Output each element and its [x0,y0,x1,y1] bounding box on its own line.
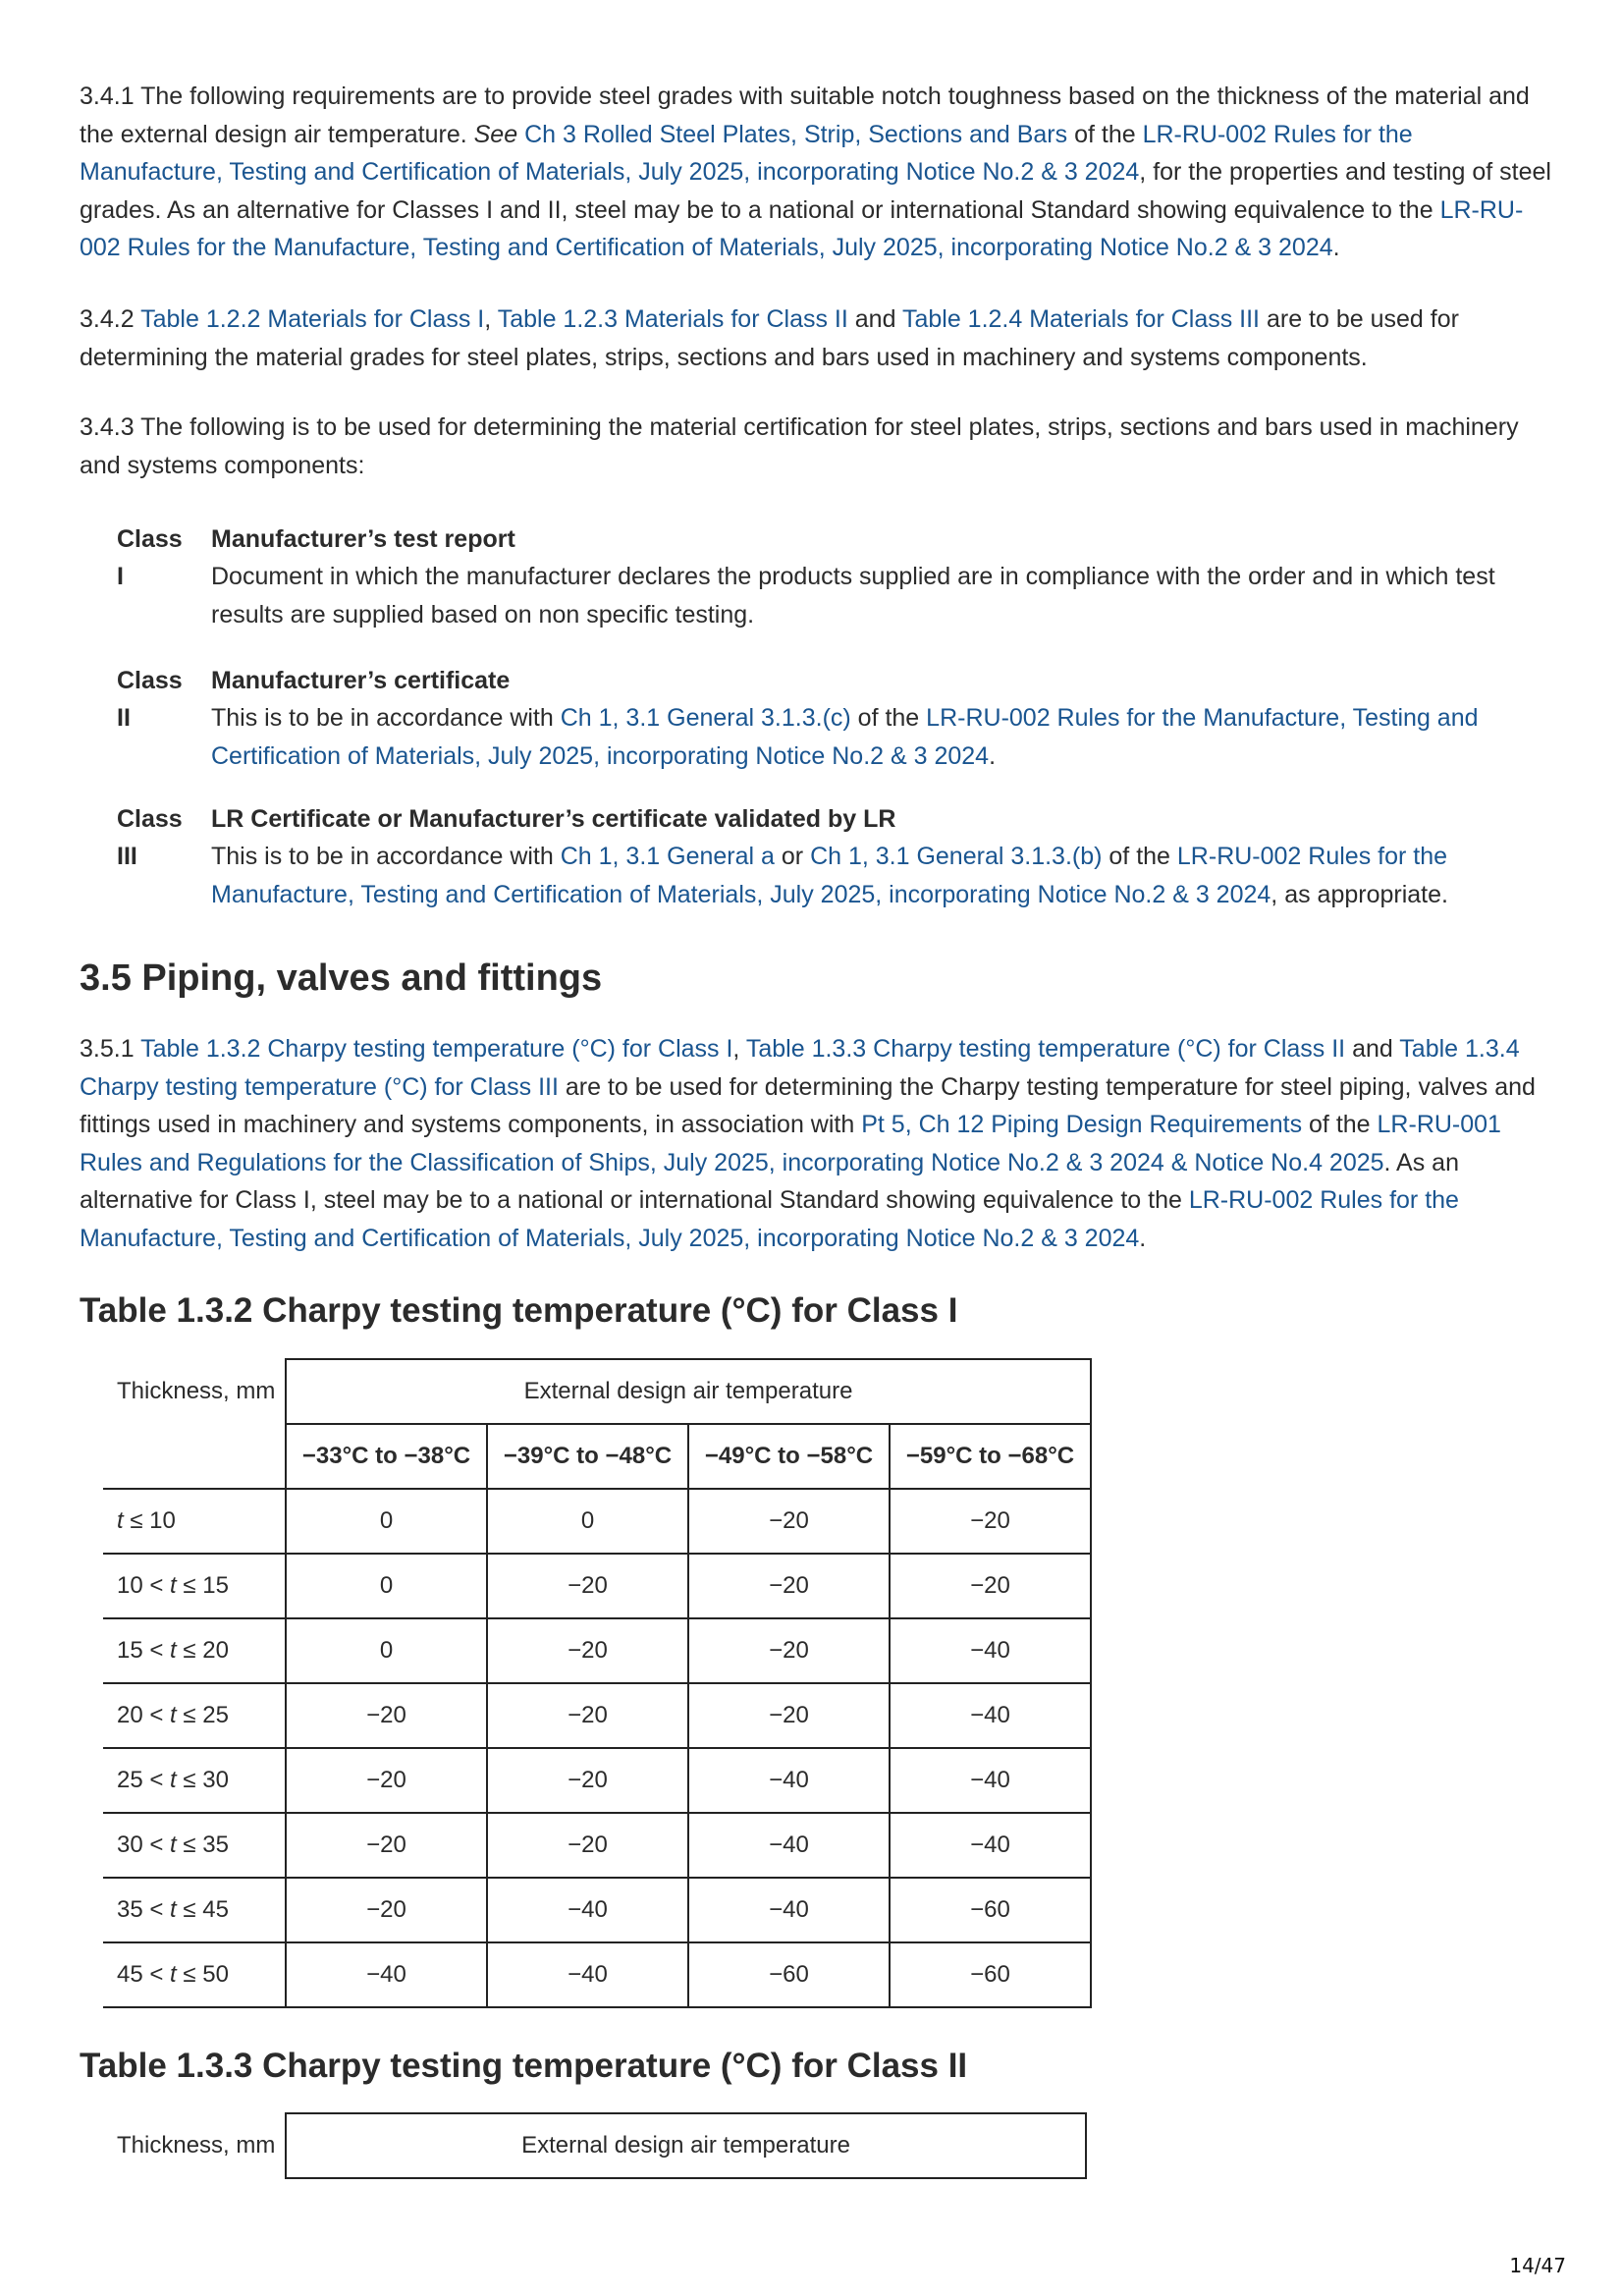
temperature-cell: −20 [890,1489,1091,1554]
table-row [103,1554,1091,1618]
text: of the [850,704,927,732]
temperature-cell: 0 [286,1489,487,1554]
temperature-cell: −60 [890,1878,1091,1942]
range-suffix: ≤ 15 [176,1572,229,1599]
temperature-cell: −20 [286,1748,487,1813]
text: of the [1102,843,1177,870]
range-prefix: 15 < [117,1637,171,1664]
header-thickness: Thickness, mm [117,2132,276,2159]
link-lr-ru-002[interactable]: LR-RU-002 Rules for the Manufacture, Testing and Certification of Materials, July 2025, incorporating Notice No.2 & 3 2024 [80,195,1524,261]
temperature-cell: −20 [688,1618,890,1683]
link-ch1-3-1-3-c[interactable]: Ch 1, 3.1 General 3.1.3.(c) [560,704,851,732]
text: 3.5.1 [80,1035,141,1063]
range-suffix: ≤ 30 [176,1767,229,1793]
text: . As an alternative for Class I, steel may be to a national or international Standard showing equivalence to the [80,1148,1459,1214]
text: This is to be in accordance with [211,704,561,732]
thickness-var: t [170,1961,177,1988]
subheader-cell: −49°C to −58°C [688,1424,890,1489]
header-blank [103,1424,286,1489]
link-lr-ru-002[interactable]: LR-RU-002 Rules for the Manufacture, Testing and Certification of Materials, July 2025, incorporating Notice No.2 & 3 2024 [80,120,1413,186]
paragraph-3-4-2 [80,301,1562,376]
paragraph-3-4-1 [80,78,1562,267]
text: of the [1302,1111,1378,1138]
text: , as appropriate. [1271,880,1448,908]
temperature-cell: −20 [286,1813,487,1878]
class-title: LR Certificate or Manufacturer’s certificate validated by LR [211,805,896,833]
range-suffix: ≤ 25 [176,1702,229,1728]
table-1-3-3 [103,2112,1087,2179]
thickness-cell [103,1748,286,1813]
link-lr-ru-002[interactable]: LR-RU-002 Rules for the Manufacture, Testing and Certification of Materials, July 2025, incorporating Notice No.2 & 3 2024 [211,843,1448,908]
range-prefix: 10 < [117,1572,171,1599]
temperature-cell: −20 [487,1683,688,1748]
link-ch3-rolled-steel[interactable]: Ch 3 Rolled Steel Plates, Strip, Sections and Bars [524,120,1068,148]
thickness-cell [103,1878,286,1942]
range-prefix: 35 < [117,1896,171,1923]
header-thickness: Thickness, mm [117,1378,276,1404]
text: . [1332,234,1340,261]
temperature-cell: −20 [487,1554,688,1618]
temperature-cell: −20 [688,1683,890,1748]
link-lr-ru-001[interactable]: LR-RU-001 Rules and Regulations for the Classification of Ships, July 2025, incorporating Notice No.2 & 3 2024 & Notice No.4 2025 [80,1111,1501,1176]
subheader-cell: −33°C to −38°C [286,1424,487,1489]
link-table-1-2-4[interactable]: Table 1.2.4 Materials for Class III [901,305,1261,333]
range-suffix: ≤ 10 [123,1507,176,1534]
text: This is to be in accordance with [211,843,561,870]
temperature-cell: −20 [286,1878,487,1942]
thickness-var: t [170,1572,177,1599]
text: . [1139,1224,1147,1252]
link-table-1-2-3[interactable]: Table 1.2.3 Materials for Class II [497,305,848,333]
table-row [103,1813,1091,1878]
range-prefix: 45 < [117,1961,171,1988]
temperature-cell: −40 [688,1813,890,1878]
thickness-var: t [170,1896,177,1923]
class-label: Class II [117,667,183,732]
temperature-cell: −40 [890,1748,1091,1813]
temperature-cell: −40 [487,1878,688,1942]
thickness-var: t [170,1637,177,1664]
table-subheader-row [103,1424,1091,1489]
page-number: 14/47 [1509,2254,1566,2277]
class-text [211,838,1562,913]
text: 3.4.2 [80,305,141,333]
text: are to be used for determining the Charpy testing temperature for steel piping, valves and fittings used in machinery and systems components, in association with [80,1072,1536,1138]
temperature-cell: −40 [890,1618,1091,1683]
range-suffix: ≤ 45 [176,1896,229,1923]
thickness-cell [103,1489,286,1554]
text: , [732,1035,746,1063]
section-heading-3-5: 3.5 Piping, valves and fittings [80,957,603,999]
range-suffix: ≤ 50 [176,1961,229,1988]
temperature-cell: −40 [890,1683,1091,1748]
temperature-cell: −40 [487,1942,688,2007]
text: and [847,305,902,333]
text: of the [1067,120,1143,148]
thickness-cell [103,1942,286,2007]
temperature-cell: −20 [890,1554,1091,1618]
table-title-1-3-3: Table 1.3.3 Charpy testing temperature (°C) for Class II [80,2047,968,2085]
subheader-cell: −39°C to −48°C [487,1424,688,1489]
header-external-temp: External design air temperature [286,1359,1091,1424]
header-external-temp: External design air temperature [286,2113,1086,2178]
range-suffix: ≤ 20 [176,1637,229,1664]
temperature-cell: −20 [688,1489,890,1554]
thickness-var: t [170,1767,177,1793]
link-table-1-3-3[interactable]: Table 1.3.3 Charpy testing temperature (°C) for Class II [745,1035,1346,1063]
text: or [774,843,811,870]
table-row [103,1683,1091,1748]
temperature-cell: −60 [688,1942,890,2007]
temperature-cell: −20 [487,1813,688,1878]
thickness-cell [103,1683,286,1748]
text: 3.4.1 The following requirements are to provide steel grades with suitable notch toughness based on the thickness of the material and the external design air temperature. [80,82,1530,148]
temperature-cell: −40 [688,1878,890,1942]
link-ch1-3-1-3-b[interactable]: Ch 1, 3.1 General 3.1.3.(b) [810,843,1103,870]
temperature-cell: −20 [688,1554,890,1618]
link-ch1-3-1-a[interactable]: Ch 1, 3.1 General a [560,843,775,870]
table-row [103,1748,1091,1813]
temperature-cell: 0 [487,1489,688,1554]
table-row [103,1942,1091,2007]
temperature-cell: −20 [487,1618,688,1683]
link-lr-ru-002[interactable]: LR-RU-002 Rules for the Manufacture, Testing and Certification of Materials, July 2025, incorporating Notice No.2 & 3 2024 [80,1186,1459,1252]
table-title-1-3-2: Table 1.3.2 Charpy testing temperature (°C) for Class I [80,1291,958,1330]
class-text [211,699,1562,775]
range-prefix: 30 < [117,1831,171,1858]
temperature-cell: 0 [286,1618,487,1683]
class-label: Class III [117,805,183,870]
table-row [103,1489,1091,1554]
class-text: Document in which the manufacturer declares the products supplied are in compliance with the order and in which test results are supplied based on non specific testing. [211,563,1495,629]
text: are to be used for determining the material grades for steel plates, strips, sections and bars used in machinery and systems components. [80,305,1459,371]
thickness-cell [103,1554,286,1618]
link-pt5-ch12[interactable]: Pt 5, Ch 12 Piping Design Requirements [861,1111,1303,1138]
temperature-cell: −40 [890,1813,1091,1878]
link-table-1-3-2[interactable]: Table 1.3.2 Charpy testing temperature (°C) for Class I [140,1035,733,1063]
range-prefix: 25 < [117,1767,171,1793]
temperature-cell: −40 [688,1748,890,1813]
text: , [484,305,498,333]
range-prefix: 20 < [117,1702,171,1728]
temperature-cell: −60 [890,1942,1091,2007]
table-header-row [103,1359,1091,1424]
text: and [1345,1035,1400,1063]
temperature-cell: 0 [286,1554,487,1618]
range-suffix: ≤ 35 [176,1831,229,1858]
thickness-cell [103,1618,286,1683]
class-title: Manufacturer’s certificate [211,667,511,694]
class-title: Manufacturer’s test report [211,525,515,553]
class-label: Class I [117,525,183,590]
table-row [103,1878,1091,1942]
thickness-var: t [170,1702,177,1728]
link-table-1-2-2[interactable]: Table 1.2.2 Materials for Class I [140,305,485,333]
paragraph-3-5-1 [80,1030,1562,1257]
table-header-row [103,2113,1086,2178]
thickness-cell [103,1813,286,1878]
thickness-var: t [170,1831,177,1858]
temperature-cell: −40 [286,1942,487,2007]
text: , for the properties and testing of steel grades. As an alternative for Classes I and II, steel may be to a national or international Standard showing equivalence to the [80,158,1551,224]
subheader-cell: −59°C to −68°C [890,1424,1091,1489]
table-row [103,1618,1091,1683]
text-italic: See [473,120,518,148]
temperature-cell: −20 [286,1683,487,1748]
thickness-var: t [117,1507,124,1534]
paragraph-3-4-3: 3.4.3 The following is to be used for determining the material certification for steel plates, strips, sections and bars used in machinery and systems components: [80,413,1519,479]
link-table-1-3-4[interactable]: Table 1.3.4 Charpy testing temperature (°C) for Class III [80,1035,1520,1101]
table-1-3-2 [103,1358,1092,2008]
text: . [989,741,997,770]
link-lr-ru-002[interactable]: LR-RU-002 Rules for the Manufacture, Testing and Certification of Materials, July 2025, incorporating Notice No.2 & 3 2024 [211,704,1479,770]
temperature-cell: −20 [487,1748,688,1813]
